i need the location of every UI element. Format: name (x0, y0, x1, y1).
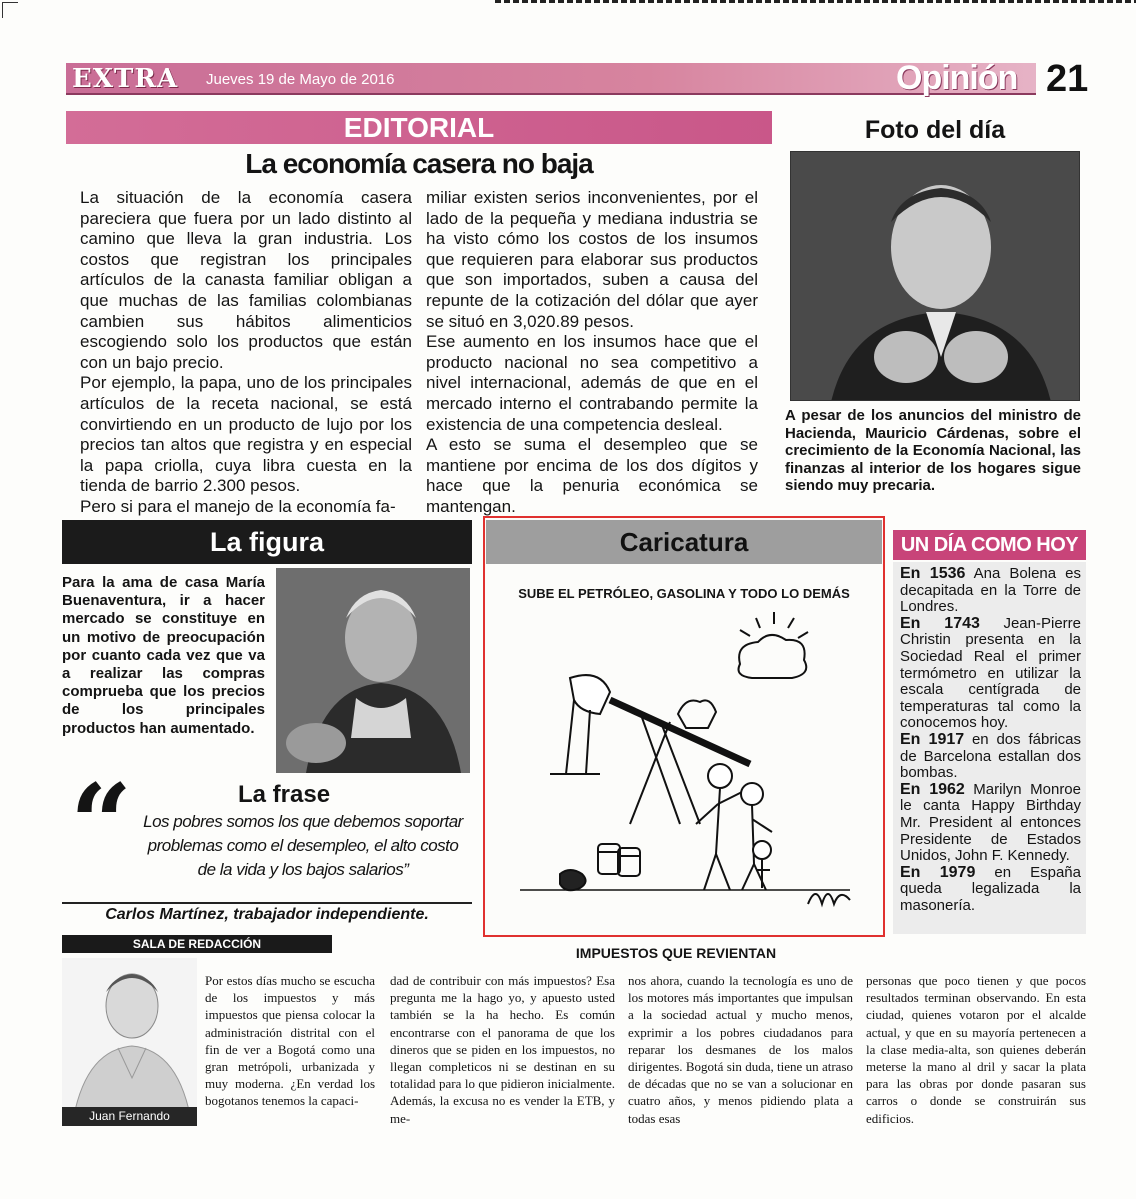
quote-divider (62, 902, 472, 904)
entry-text: Ana Bolena es decapitada en la Torre de Londres. (900, 565, 1081, 616)
column-text-1 (205, 972, 375, 1110)
column-text-4 (866, 972, 1086, 1127)
editorial-paragraph: Ese aumento en los insumos hace que el producto nacional no sea competitivo a nivel internacional, además de que en el mercado interno el contrabando permite la existencia de una competencia desleal. (426, 332, 758, 434)
quote-text: Los pobres somos los que debemos soportar problemas como el desempleo, el alto costo de la vida y los bajos salarios” (143, 812, 463, 879)
entry-text: Marilyn Monroe le canta Happy Birthday Mr. President al entonces Presidente de Estados Unidos, John F. Kennedy. (900, 780, 1081, 865)
editorial-paragraph: La situación de la economía casera pareciera que fuera por un lado distinto al camino que lleva la gran industria. Los costos que registran los principales artículos de la canasta familiar obligan a que muchas de las familias colombianas cambien sus hábitos alimenticios escogiendo solo los productos que están con un bajo precio. (80, 188, 412, 372)
entry-year: En 1917 (900, 730, 965, 748)
column-paragraph: personas que poco tienen y que pocos resultados terminan observando. En esta ciudad, quienes votaron por el alcalde actual, y que en su mayoría pertenecen a la clase media-alta, son quienes deberán meterse la mano al dril y sacar la plata para las obras por donde pasaran sus carros o donde se construirán sus edificios. (866, 973, 1086, 1126)
oil-pump-cartoon-icon (490, 604, 878, 930)
newsroom-label: SALA DE REDACCIÓN (132, 937, 262, 951)
on-this-day-entry (900, 782, 1081, 865)
photo-of-day-image (790, 151, 1080, 401)
figure-text: Para la ama de casa María Buenaventura, ir a hacer mercado se constituye en un motivo de preocupación por cuanto cada vez que va a realizar las compras comprueba que los precios de los principales productos han aumentado. (62, 574, 265, 737)
column-headline: IMPUESTOS QUE REVIENTAN (575, 945, 777, 961)
cartoon-header (486, 520, 882, 564)
minister-portrait-illustration (791, 152, 1080, 401)
cartoon-caption: SUBE EL PETRÓLEO, GASOLINA Y TODO LO DEMÁS (518, 586, 850, 601)
editorial-column-2 (426, 188, 758, 518)
entry-text: en España queda legalizada la masonería. (900, 863, 1081, 914)
on-this-day-entry (900, 732, 1081, 782)
editorial-paragraph: Por ejemplo, la papa, uno de los principales artículos de la receta nacional, se está convirtiendo en un producto de lujo por los precios tan altos que registra y en especial la papa criolla, cuya libra cuesta en la tienda de barrio 2.300 pesos. (80, 373, 412, 496)
editorial-paragraph: Pero si para el manejo de la economía fa- (80, 496, 396, 516)
editorial-paragraph: A esto se suma el desempleo que se mantiene por encima de los dos dígitos y hace que la penuria económica se mantengan. (426, 435, 758, 516)
entry-text: en dos fábricas de Barcelona estallan dos bombas. (900, 730, 1081, 782)
column-paragraph: nos ahora, cuando la tecnología es uno de los motores más importantes que impulsan a la sociedad actual y mucho menos, exprimir a los pobres ciudadanos para reparar los desmanes de los malos dirigentes. Bogotá sin duda, tiene un atraso de décadas que no se van a solucionar en cuatro años, y menos pidiendo plata a todas esas (628, 973, 853, 1126)
column-text-2 (390, 972, 615, 1127)
figure-label: La figura (209, 527, 324, 557)
figure-header (62, 520, 472, 564)
entry-text: Jean-Pierre Christin presenta en la Sociedad Real el primer termómetro en utilizar la escala centígrada de temperaturas tal como la conocemos hoy. (900, 614, 1081, 732)
columnist-name: Juan Fernando (89, 1109, 170, 1123)
editorial-paragraph: miliar existen serios inconvenientes, por el lado de la pequeña y mediana industria se ha visto cómo los costos de los insumos que requieren para elaborar sus productos que son importados, suben a causa del repunte de la cotización del dólar que ayer se situó en 3,020.89 pesos. (426, 188, 758, 331)
editorial-headline: La economía casera no baja (245, 148, 593, 179)
newspaper-logo: EXTRA (72, 64, 179, 94)
photo-of-day-label: Foto del día (864, 116, 1006, 144)
cartoon-label: Caricatura (619, 527, 749, 557)
column-text-3 (628, 972, 853, 1127)
entry-year: En 1536 (900, 565, 966, 582)
entry-year: En 1979 (900, 863, 976, 881)
photo-of-day-caption: A pesar de los anuncios del ministro de Hacienda, Mauricio Cárdenas, sobre el crecimiento de la Economía Nacional, las finanzas al interior de los hogares sigue siendo muy precaria. (785, 407, 1081, 494)
on-this-day-header (893, 530, 1086, 560)
on-this-day-label: UN DÍA COMO HOY (900, 534, 1079, 556)
on-this-day-entry (900, 566, 1081, 616)
scan-edge-mark (495, 0, 1136, 6)
figure-photo (276, 568, 470, 773)
masthead (66, 58, 1089, 100)
on-this-day-entry (900, 616, 1081, 732)
editorial-label: EDITORIAL (343, 112, 495, 143)
housewife-portrait-illustration (276, 568, 470, 773)
on-this-day-entry (900, 865, 1081, 915)
editorial-column-1 (80, 188, 412, 518)
entry-year: En 1743 (900, 614, 980, 632)
columnist-name-bar (62, 1107, 197, 1126)
cartoon-illustration (490, 604, 878, 930)
entry-year: En 1962 (900, 780, 965, 798)
column-paragraph: Por estos días mucho se escucha de los impuestos y más impuestos que piensa colocar la administración distrital con el fin de ver a Bogotá como una gran metrópoli, urbanizada y muy moderna. ¿En verdad los bogotanos tenemos la capaci- (205, 973, 375, 1109)
editorial-header (66, 111, 772, 144)
on-this-day-body (893, 562, 1086, 934)
open-quote-icon: “ (70, 761, 133, 887)
issue-date: Jueves 19 de Mayo de 2016 (206, 71, 395, 88)
quote-label: La frase (238, 781, 331, 808)
columnist-photo (62, 958, 197, 1126)
columnist-portrait-illustration (62, 958, 197, 1126)
section-title: Opinión (896, 59, 1018, 97)
page-number: 21 (1046, 58, 1089, 100)
newsroom-label-bar (62, 935, 332, 953)
column-paragraph: dad de contribuir con más impuestos? Esa pregunta me la hago yo, y apuesto usted también se la ha hecho. Es común encontrarse con el panorama de que los dineros que se piden en los impuestos, no llegan completicos ni se destinan en su totalidad para lo que pidieron inicialmente. Además, la excusa no es vender la ETB, y me- (390, 973, 615, 1126)
masthead-bar (66, 59, 1036, 97)
quote-author: Carlos Martínez, trabajador independiente. (105, 906, 429, 923)
crop-mark (2, 2, 18, 18)
